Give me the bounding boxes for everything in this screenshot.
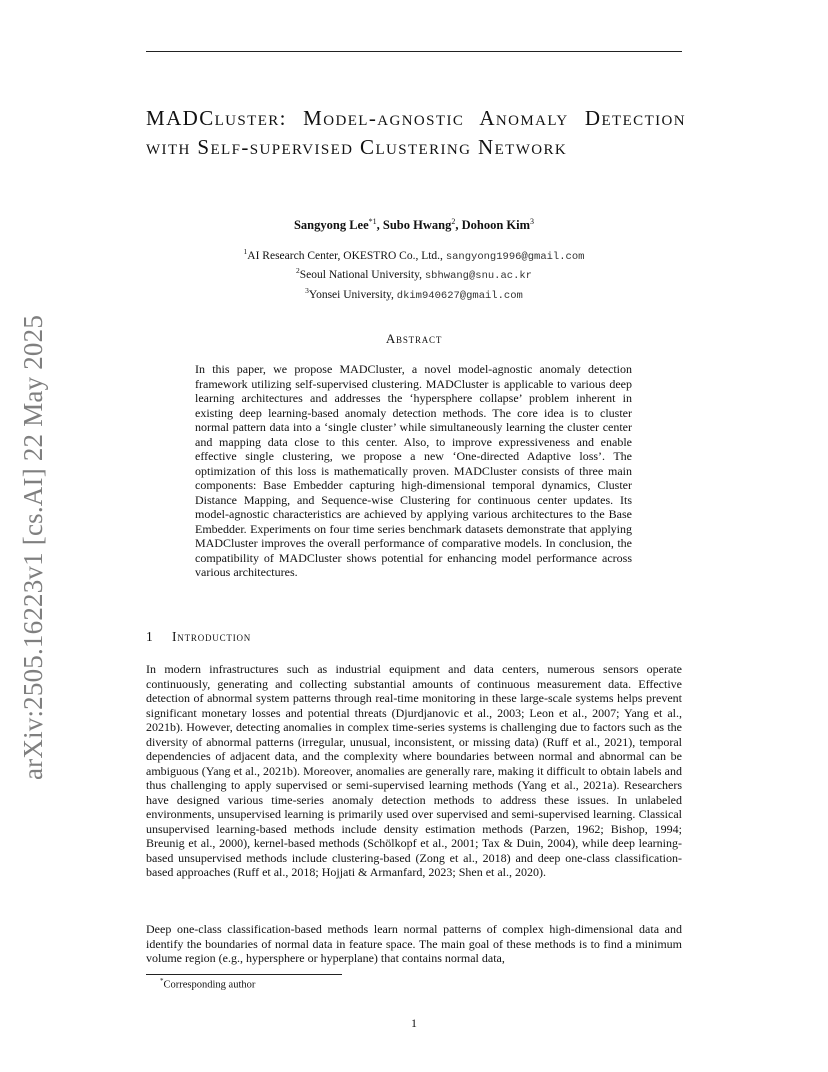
footnote-text: Corresponding author (163, 979, 256, 991)
author-affiliation-mark: *1 (368, 217, 377, 226)
author-email[interactable]: sbhwang@snu.ac.kr (424, 270, 532, 283)
author-email[interactable]: dkim940627@gmail.com (396, 289, 523, 302)
affiliation-line: $^3$Yonsei University, dkim940627@gmail.com (305, 285, 523, 302)
affiliation-list (0, 245, 828, 303)
section-title: Introduction (172, 629, 252, 644)
abstract-heading: Abstract (385, 331, 443, 346)
author-name: Subo Hwang (382, 218, 452, 233)
footnote-mark: * (160, 977, 164, 985)
author-list: Sangyong Lee$^{*1}$, Subo Hwang$^2$, Dohoon Kim$^3$ (293, 217, 535, 233)
top-rule (146, 51, 682, 52)
author-affiliation-mark: 2 (451, 217, 456, 226)
section-heading (146, 629, 251, 645)
body-paragraph: Deep one-class classification-based methods learn normal patterns of complex high-dimensional data and identify the boundaries of normal data in feature space. The main goal of these methods is to find a minimum volume region (e.g., hypersphere or hyperplane) that contains normal data, (146, 922, 682, 965)
affiliation-line: $^1$AI Research Center, OKESTRO Co., Ltd., sangyong1996@gmail.com (243, 247, 585, 263)
author-email[interactable]: sangyong1996@gmail.com (445, 250, 585, 263)
author-affiliation-mark: 3 (530, 217, 535, 226)
author-name: Dohoon Kim (461, 218, 531, 233)
footnote (160, 977, 255, 991)
author-name: Sangyong Lee (293, 218, 369, 233)
footnote-rule (146, 974, 342, 975)
body-paragraph: In modern infrastructures such as industrial equipment and data centers, numerous sensors operate continuously, generating and collecting substantial amounts of continuous measurement data. Effective detection of abnormal system patterns through real-time monitoring in these large-scale systems helps prevent significant monetary losses and potential threats (Djurdjanovic et al., 2003; Leon et al., 2007; Yang et al., 2021b). However, detecting anomalies in complex time-series systems is challenging due to factors such as the diversity of abnormal patterns (irregular, unusual, inconsistent, or missing data) (Ruff et al., 2021), temporal dependencies of adjacent data, and the complexity where boundaries between normal and abnormal can be ambiguous (Yang et al., 2021b). Moreover, anomalies are generally rare, making it difficult to obtain labels and thus challenging to apply supervised or semi-supervised learning methods (Yang et al., 2021a). Researchers have designed various time-series anomaly detection methods to address these issues. In unlabeled environments, unsupervised learning is primarily used over supervised and semi-supervised learning. Classical unsupervised learning-based methods include density estimation methods (Parzen, 1962; Bishop, 1994; Breunig et al., 2000), kernel-based methods (Schölkopf et al., 2001; Tax & Duin, 2004), while deep learning-based unsupervised methods include clustering-based (Zong et al., 2018) and deep one-class classification-based approaches (Ruff et al., 2018; Hojjati & Armanfard, 2023; Shen et al., 2020). (146, 662, 682, 879)
abstract-text: In this paper, we propose MADCluster, a novel model-agnostic anomaly detection framework utilizing self-supervised clustering. MADCluster is applicable to various deep learning architectures and addresses the ‘hypersphere collapse’ problem inherent in existing deep learning-based anomaly detection methods. The core idea is to cluster normal pattern data into a ‘single cluster’ while simultaneously learning the cluster center and mapping data close to this center. Also, to improve expressiveness and enable effective single clustering, we propose a new ‘One-directed Adaptive loss’. The optimization of this loss is mathematically proven. MADCluster consists of three main components: Base Embedder capturing high-dimensional temporal dynamics, Cluster Distance Mapping, and Sequence-wise Clustering for continuous center updates. Its model-agnostic characteristics are achieved by applying various architectures to the Base Embedder. Experiments on four time series benchmark datasets demonstrate that applying MADCluster improves the overall performance of comparative models. In conclusion, the compatibility of MADCluster shows potential for enhancing model performance across various architectures. (195, 362, 632, 579)
paper-title: MADCluster: Model-agnostic Anomaly Detection with Self-supervised Clustering Network (146, 106, 686, 159)
affiliation-line: $^2$Seoul National University, sbhwang@snu.ac.kr (296, 266, 532, 283)
arxiv-identifier-stamp: arXiv:2505.16223v1 [cs.AI] 22 May 2025 (18, 314, 48, 780)
section-number: 1 (146, 629, 154, 644)
page-number: 1 (411, 1016, 417, 1030)
